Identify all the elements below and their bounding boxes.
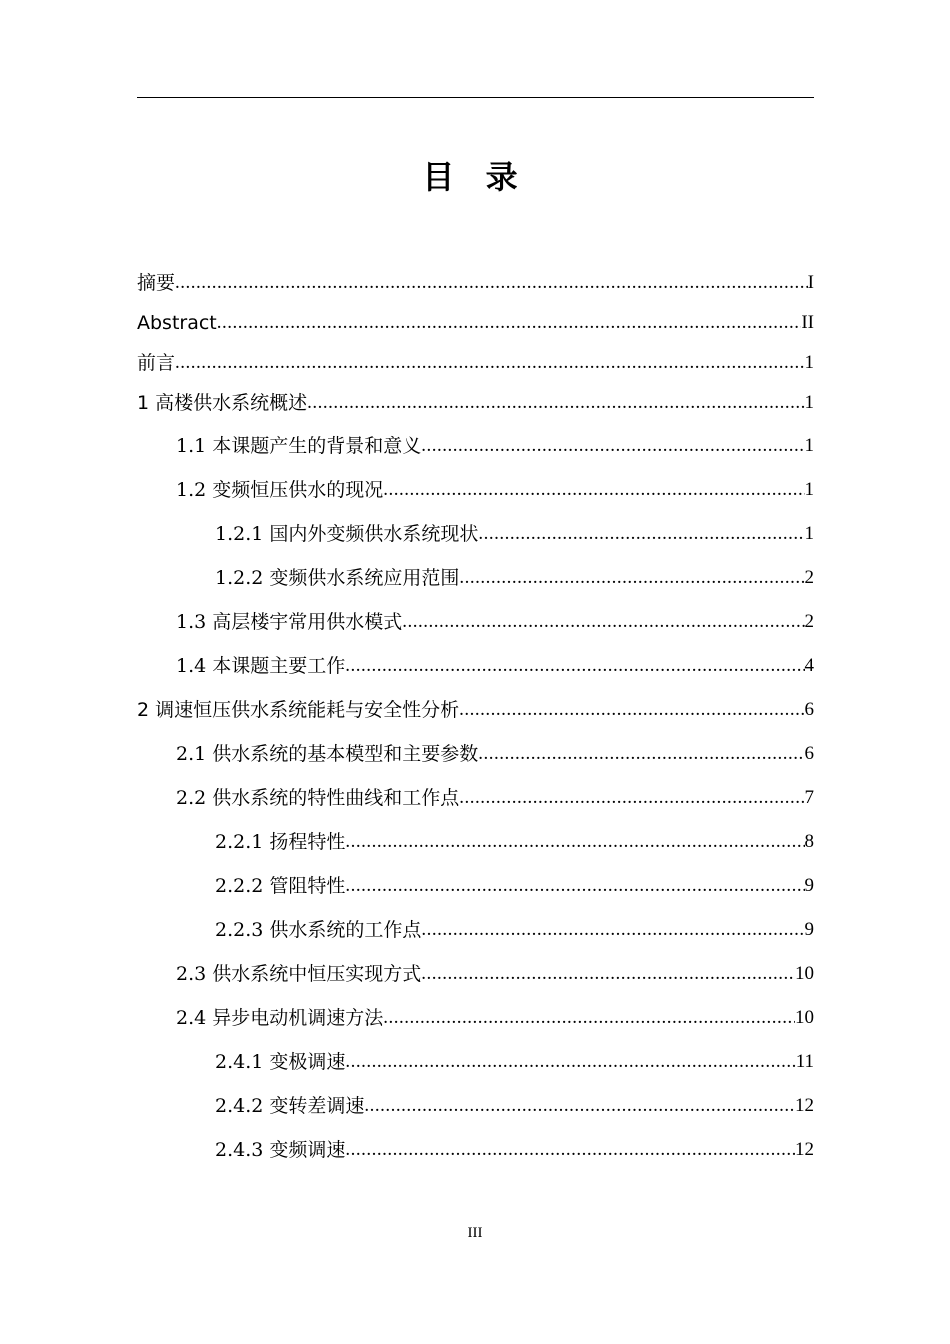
toc-entry-label: 2.3 供水系统中恒压实现方式 xyxy=(176,963,422,985)
dot-leader xyxy=(459,698,804,722)
toc-entry-page: 12 xyxy=(795,1139,814,1160)
toc-entry-page: 10 xyxy=(795,1007,814,1028)
toc-entry[interactable] xyxy=(215,912,814,942)
dot-leader xyxy=(307,391,804,415)
toc-entry-label: 2.2 供水系统的特性曲线和工作点 xyxy=(176,787,460,809)
toc-entry[interactable] xyxy=(137,305,814,335)
dot-leader xyxy=(383,478,804,502)
toc-entry-page: 8 xyxy=(804,831,814,852)
dot-leader xyxy=(402,610,804,634)
toc-entry-label: 2 调速恒压供水系统能耗与安全性分析 xyxy=(137,699,460,721)
toc-entry-label: 2.4.3 变频调速 xyxy=(215,1139,346,1161)
toc-entry[interactable] xyxy=(176,1000,814,1030)
toc-entry[interactable] xyxy=(176,780,814,810)
toc-entry[interactable] xyxy=(176,648,814,678)
toc-entry[interactable] xyxy=(137,692,814,722)
toc-entry-label: 1.2 变频恒压供水的现况 xyxy=(176,479,384,501)
dot-leader xyxy=(364,1094,795,1118)
toc-entry-page: 2 xyxy=(804,567,814,588)
toc-entry-label: 2.4.2 变转差调速 xyxy=(215,1095,365,1117)
toc-entry-page: 11 xyxy=(795,1051,814,1072)
dot-leader xyxy=(478,522,804,546)
dot-leader xyxy=(383,1006,795,1030)
toc-entry-page: I xyxy=(807,272,814,293)
toc-entry[interactable] xyxy=(176,604,814,634)
toc-entry-page: 1 xyxy=(804,392,814,413)
toc-entry-page: 2 xyxy=(804,611,814,632)
toc-entry-page: 1 xyxy=(804,479,814,500)
toc-entry-page: 10 xyxy=(795,963,814,984)
toc-entry[interactable] xyxy=(137,385,814,415)
toc-entry-page: 1 xyxy=(804,523,814,544)
toc-entry-label: 2.2.3 供水系统的工作点 xyxy=(215,919,422,941)
dot-leader xyxy=(345,1138,795,1162)
toc-entry-page: 7 xyxy=(804,787,814,808)
toc-entry[interactable] xyxy=(215,824,814,854)
dot-leader xyxy=(345,1050,795,1074)
toc-entry-label: 前言 xyxy=(137,352,176,374)
dot-leader xyxy=(421,434,804,458)
toc-entry-label: 1.3 高层楼宇常用供水模式 xyxy=(176,611,403,633)
toc-entry-page: 6 xyxy=(804,743,814,764)
toc-title: 目 录 xyxy=(422,158,528,196)
toc-entry-label: 1.1 本课题产生的背景和意义 xyxy=(176,435,422,457)
dot-leader xyxy=(345,830,804,854)
dot-leader xyxy=(459,786,804,810)
toc-entry[interactable] xyxy=(215,1088,814,1118)
toc-entry[interactable] xyxy=(176,428,814,458)
toc-entry-page: 12 xyxy=(795,1095,814,1116)
toc-entry-label: 2.2.2 管阻特性 xyxy=(215,875,346,897)
dot-leader xyxy=(459,566,804,590)
toc-entry-page: 9 xyxy=(804,919,814,940)
dot-leader xyxy=(345,874,804,898)
dot-leader xyxy=(175,271,808,295)
page-number: III xyxy=(467,1225,483,1241)
toc-entry[interactable] xyxy=(215,868,814,898)
toc-entry-label: 1.2.1 国内外变频供水系统现状 xyxy=(215,523,479,545)
toc-entry-label: 2.1 供水系统的基本模型和主要参数 xyxy=(176,743,479,765)
toc-entry-page: 9 xyxy=(804,875,814,896)
toc-entry[interactable] xyxy=(176,736,814,766)
toc-entry[interactable] xyxy=(137,345,814,375)
toc-entry-page: II xyxy=(801,312,814,333)
toc-entry-label: 2.4 异步电动机调速方法 xyxy=(176,1007,384,1029)
toc-entry[interactable] xyxy=(215,516,814,546)
toc-entry[interactable] xyxy=(215,560,814,590)
toc-entry[interactable] xyxy=(137,265,814,295)
toc-entry[interactable] xyxy=(176,472,814,502)
dot-leader xyxy=(478,742,804,766)
toc-entry-page: 6 xyxy=(804,699,814,720)
header-rule xyxy=(137,97,814,98)
toc-entry-label: Abstract xyxy=(137,312,217,334)
toc-entry-label: 2.4.1 变极调速 xyxy=(215,1051,346,1073)
dot-leader xyxy=(175,351,804,375)
toc-entry[interactable] xyxy=(215,1044,814,1074)
toc-entry-page: 4 xyxy=(804,655,814,676)
dot-leader xyxy=(217,311,802,335)
toc-entry-label: 1 高楼供水系统概述 xyxy=(137,392,308,414)
toc-entry-page: 1 xyxy=(804,435,814,456)
dot-leader xyxy=(345,654,804,678)
toc-entry-label: 1.2.2 变频供水系统应用范围 xyxy=(215,567,460,589)
dot-leader xyxy=(421,918,804,942)
toc-entry-label: 摘要 xyxy=(137,272,176,294)
toc-entry-label: 2.2.1 扬程特性 xyxy=(215,831,346,853)
dot-leader xyxy=(421,962,795,986)
toc-entry-page: 1 xyxy=(804,352,814,373)
toc-entry[interactable] xyxy=(215,1132,814,1162)
toc-entry[interactable] xyxy=(176,956,814,986)
toc-entry-label: 1.4 本课题主要工作 xyxy=(176,655,346,677)
